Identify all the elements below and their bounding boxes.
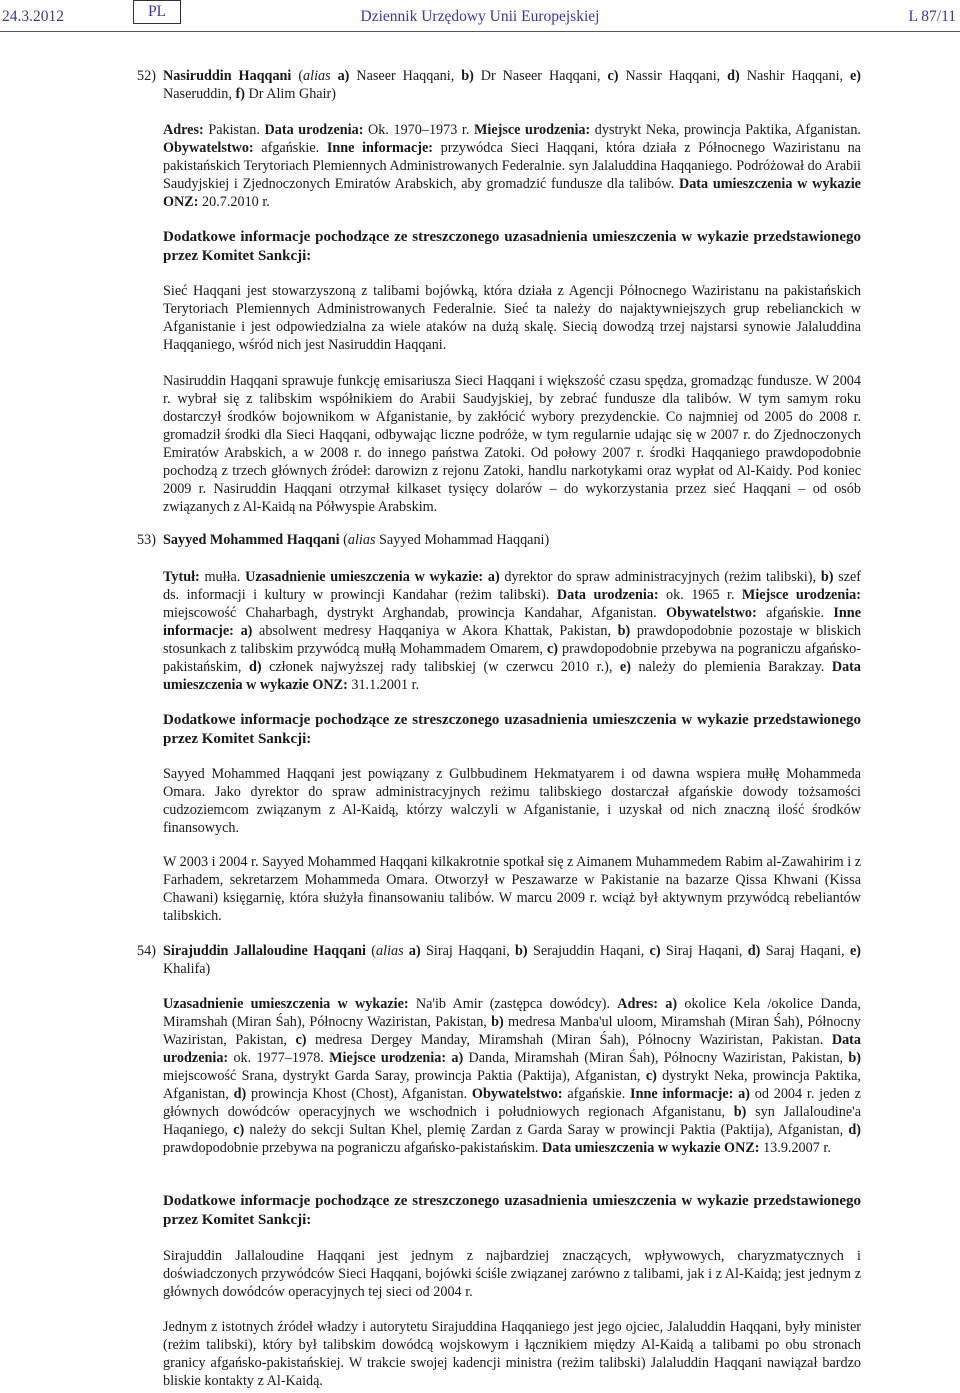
header-date: 24.3.2012	[2, 8, 64, 25]
entry-details: Adres: Pakistan. Data urodzenia: Ok. 1970–1973 r. Miejsce urodzenia: dystrykt Neka, prowincja Paktika, Afganistan. Obywatelstwo: afgańskie. Inne informacje: przywódca Sieci Haqqani, która działa z Północnego Waziristanu na pakistańskich Terytoriach Plemiennych Administrowanych Federalnie. syn Jalaluddina Haqqaniego. Podróżował do Arabii Saudyjskiej i Zjednoczonych Emiratów Arabskich, aby gromadzić fundusze dla talibów. Data umieszczenia w wykazie ONZ: 20.7.2010 r.	[163, 122, 861, 210]
paragraph: W 2003 i 2004 r. Sayyed Mohammed Haqqani kilkakrotnie spotkał się z Aimanem Muhammedem Rabim al-Zawahirim i z Farhadem, sekretarzem Mohammeda Omara. Otworzył w Peszawarze w Pakistanie na bazarze Qissa Khwani (Kissa Chawani) księgarnię, która służyła finansowaniu talibów. W marcu 2009 r. wciąż był aktywnym przywódcą rebeliantów talibskich.	[163, 854, 861, 924]
header-rule	[0, 31, 960, 32]
section-subheading: Dodatkowe informacje pochodzące ze streszczonego uzasadnienia umieszczenia w wykazie przedstawionego przez Komitet Sankcji:	[163, 1193, 861, 1228]
section-subheading: Dodatkowe informacje pochodzące ze streszczonego uzasadnienia umieszczenia w wykazie przedstawionego przez Komitet Sankcji:	[163, 712, 861, 747]
entry-number: 54)	[137, 943, 156, 959]
paragraph: Sayyed Mohammed Haqqani jest powiązany z Gulbbudinem Hekmatyarem i od dawna wspiera mułłę Mohammeda Omara. Jako dyrektor do spraw administracyjnych reżimu talibskiego dostarczał afgańskie dowody tożsamości cudzoziemcom związanym z Al-Kaidą, którzy walczyli w Afganistanie, i uzyskał od nich znaczną ilość środków finansowych.	[163, 766, 861, 836]
paragraph: Jednym z istotnych źródeł władzy i autorytetu Sirajuddina Haqqaniego jest jego ojciec, Jalaluddin Haqqani, były minister (reżim talibski), który był talibskim dowódcą wojskowym i łącznikiem między Al-Kaidą a talibami po obu stronach granicy afgańsko-pakistańskiej. W trakcie swojej kadencji ministra (reżim talibski) Jalaluddin Haqqani nawiązał bardzo bliskie kontakty z Al-Kaidą.	[163, 1319, 861, 1389]
header-page-number: L 87/11	[908, 8, 956, 25]
paragraph: Sieć Haqqani jest stowarzyszoną z talibami bojówką, która działa z Agencji Północnego Waziristanu na pakistańskich Terytoriach Plemiennych Administrowanych Federalnie. Sieć ta należy do najaktywniejszych grup rebelianckich w Afganistanie i jest odpowiedzialna za wiele ataków na dużą skalę. Siecią dowodzą trzej najstarsi synowie Jalaluddina Haqqaniego, wśród nich jest Nasiruddin Haqqani.	[163, 283, 861, 353]
entry-number: 52)	[137, 68, 156, 84]
entry-name-line: Sirajuddin Jallaloudine Haqqani (alias a) Siraj Haqqani, b) Serajuddin Haqani, c) Siraj Haqani, d) Saraj Haqani, e) Khalifa)	[163, 943, 861, 977]
person-name: Sayyed Mohammed Haqqani	[163, 532, 340, 548]
entry-name-line: Nasiruddin Haqqani (alias a) Naseer Haqqani, b) Dr Naseer Haqqani, c) Nassir Haqqani, d) Nashir Haqqani, e) Naseruddin, f) Dr Alim Ghair)	[163, 68, 862, 102]
person-name: Sirajuddin Jallaloudine Haqqani	[163, 943, 366, 959]
person-name: Nasiruddin Haqqani	[163, 68, 292, 84]
header-language-box: PL	[133, 0, 181, 24]
entry-details: Tytuł: mułła. Uzasadnienie umieszczenia w wykazie: a) dyrektor do spraw administracyjnych (reżim talibski), b) szef ds. informacji i kultury w prowincji Kandahar (reżim talibski). Data urodzenia: ok. 1965 r. Miejsce urodzenia: miejscowość Chaharbagh, dystrykt Arghandab, prowincja Kandahar, Afganistan. Obywatelstwo: afgańskie. Inne informacje: a) absolwent medresy Haqqaniya w Akora Khattak, Pakistan, b) prawdopodobnie pozostaje w bliskich stosunkach z talibskim przywódcą mułłą Mohammadem Omarem, c) prawdopodobnie przebywa na pograniczu afgańsko-pakistańskim, d) członek najwyższej rady talibskiej (w czerwcu 2010 r.), e) należy do plemienia Barakzay. Data umieszczenia w wykazie ONZ: 31.1.2001 r.	[163, 569, 862, 693]
header-journal-title: Dziennik Urzędowy Unii Europejskiej	[360, 8, 600, 25]
entry-details: Uzasadnienie umieszczenia w wykazie: Na'ib Amir (zastępca dowódcy). Adres: a) okolice Kela /okolice Danda, Miramshah (Miran Śah), Północny Waziristan, Pakistan, b) medresa Manba'ul uloom, Miramshah (Miran Śah), Północny Waziristan, Pakistan, c) medresa Dergey Manday, Miramshah (Miran Śah), Północny Waziristan, Pakistan. Data urodzenia: ok. 1977–1978. Miejsce urodzenia: a) Danda, Miramshah (Miran Śah), Północny Waziristan, Pakistan, b) miejscowość Srana, dystrykt Garda Saray, prowincja Paktia (Paktija), Afganistan, c) dystrykt Neka, prowincja Paktika, Afganistan, d) prowincja Khost (Chost), Afganistan. Obywatelstwo: afgańskie. Inne informacje: a) od 2004 r. jeden z głównych dowódców operacyjnych we wschodnich i południowych regionach Afganistanu, b) syn Jallaloudine'a Haqaniego, c) należy do sekcji Sultan Khel, plemię Zardan z Garda Saray w prowincji Paktia (Paktija), Afganistan, d) prawdopodobnie przebywa na pograniczu afgańsko-pakistańskim. Data umieszczenia w wykazie ONZ: 13.9.2007 r.	[163, 996, 862, 1156]
section-subheading: Dodatkowe informacje pochodzące ze streszczonego uzasadnienia umieszczenia w wykazie przedstawionego przez Komitet Sankcji:	[163, 229, 861, 264]
paragraph: Sirajuddin Jallaloudine Haqqani jest jednym z najbardziej znaczących, wpływowych, charyzmatycznych i doświadczonych przywódców Sieci Haqqani, bojówki ściśle związanej zarówno z talibami, jak i z Al-Kaidą; jest jednym z głównych dowódców operacyjnych tej sieci od 2004 r.	[163, 1248, 861, 1300]
paragraph: Nasiruddin Haqqani sprawuje funkcję emisariusza Sieci Haqqani i większość czasu spędza, gromadząc fundusze. W 2004 r. wybrał się z talibskim współnikiem do Arabii Saudyjskiej, by zebrać fundusze dla talibów. W tym samym roku dostarczył środków bojownikom w Afganistanie, by zakłócić wybory prezydenckie. Co najmniej od 2005 do 2008 r. gromadził środki dla Sieci Haqqani, odbywając liczne podróże, w tym regularnie udając się w 2007 r. do Zjednoczonych Emiratów Arabskich, a w 2008 r. do innego państwa Zatoki. Od połowy 2007 r. środki Haqqaniego prawdopodobnie pochodzą z trzech głównych źródeł: darowizn z rejonu Zatoki, handlu narkotykami oraz wypłat od Al-Kaidy. Pod koniec 2009 r. Nasiruddin Haqqani otrzymał kilkaset tysięcy dolarów – do wykorzystania przez sieć Haqqani – od osób związanych z Al-Kaidą na Półwyspie Arabskim.	[163, 373, 861, 515]
entry-number: 53)	[137, 532, 156, 548]
entry-name-line: Sayyed Mohammed Haqqani (alias Sayyed Mohammad Haqqani)	[163, 532, 550, 548]
